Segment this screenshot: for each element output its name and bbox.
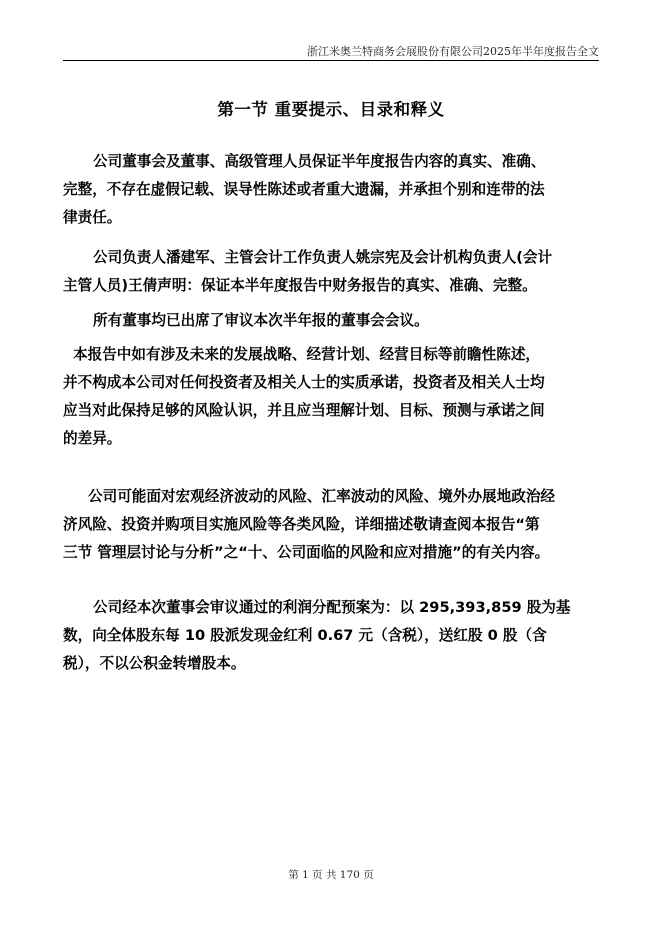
paragraph-line: 公司董事会及董事、高级管理人员保证半年度报告内容的真实、准确、 <box>93 153 546 170</box>
paragraph-forward-looking <box>63 341 599 453</box>
paragraph-risks <box>63 483 599 567</box>
paragraph-line: 律责任。 <box>63 209 122 226</box>
paragraph-line: 公司可能面对宏观经济波动的风险、汇率波动的风险、境外办展地政治经 <box>88 488 556 505</box>
paragraph-line: 数，向全体股东每 10 股派发现金红利 0.67 元（含税），送红股 0 股（含 <box>63 627 547 644</box>
paragraph-line: 三节 管理层讨论与分析”之“十、公司面临的风险和应对措施”的有关内容。 <box>63 544 550 561</box>
header-title: 浙江米奥兰特商务会展股份有限公司2025年半年度报告全文 <box>307 45 599 58</box>
paragraph-line: 济风险、投资并购项目实施风险等各类风险，详细描述敬请查阅本报告“第 <box>63 516 540 533</box>
paragraph-line: 完整，不存在虚假记载、误导性陈述或者重大遗漏，并承担个别和连带的法 <box>63 181 545 198</box>
page-number: 第 1 页 共 170 页 <box>288 869 374 881</box>
paragraph-board-guarantee <box>63 148 599 232</box>
section-title: 第一节 重要提示、目录和释义 <box>217 100 445 119</box>
paragraph-line: 应当对此保持足够的风险认识，并且应当理解计划、目标、预测与承诺之间 <box>63 402 545 419</box>
paragraph-profit-distribution <box>63 594 599 678</box>
paragraph-responsible-persons <box>63 244 599 300</box>
paragraph-line: 公司经本次董事会审议通过的利润分配预案为：以 295,393,859 股为基 <box>93 599 571 616</box>
paragraph-line: 税），不以公积金转增股本。 <box>63 655 246 672</box>
paragraph-line: 的差异。 <box>63 430 122 447</box>
paragraph-line: 所有董事均已出席了审议本次半年报的董事会会议。 <box>93 312 429 329</box>
paragraph-line: 并不构成本公司对任何投资者及相关人士的实质承诺，投资者及相关人士均 <box>63 374 545 391</box>
header-divider <box>63 60 599 61</box>
paragraph-directors-attendance <box>63 307 599 335</box>
paragraph-line: 主管人员)王倩声明：保证本半年度报告中财务报告的真实、准确、完整。 <box>63 277 537 294</box>
paragraph-line: 本报告中如有涉及未来的发展战略、经营计划、经营目标等前瞻性陈述， <box>73 346 541 363</box>
paragraph-line: 公司负责人潘建军、主管会计工作负责人姚宗宪及会计机构负责人(会计 <box>93 249 553 266</box>
